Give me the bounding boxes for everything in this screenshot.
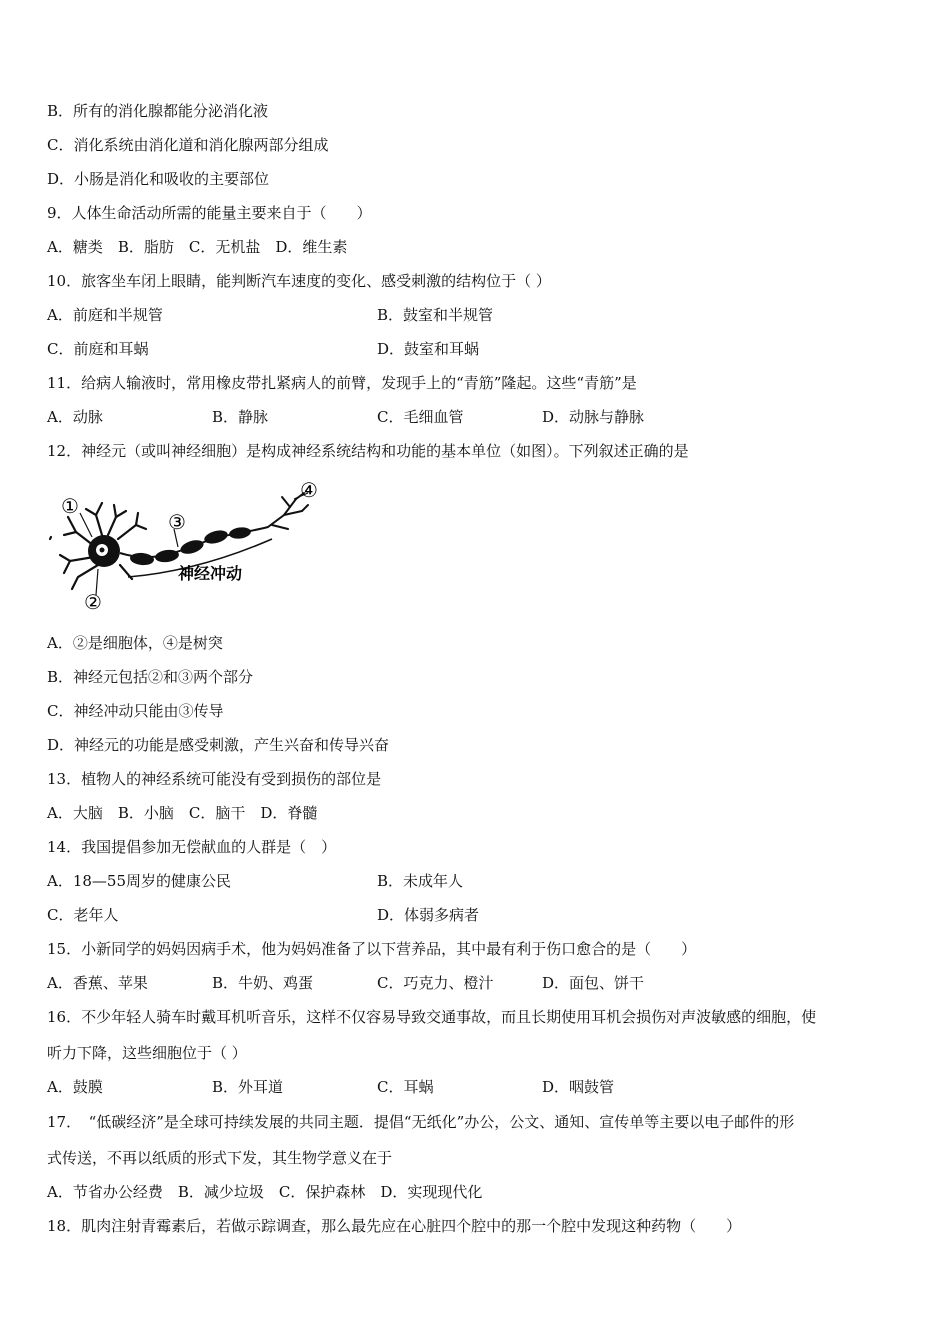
q10-stem: 10．旅客坐车闭上眼睛，能判断汽车速度的变化、感受刺激的结构位于（ ） bbox=[47, 272, 551, 290]
q12-option-d: D．神经元的功能是感受刺激，产生兴奋和传导兴奋 bbox=[47, 736, 390, 754]
q14-option-c: C．老年人 bbox=[47, 906, 119, 924]
q16-option-a: A．鼓膜 bbox=[47, 1078, 103, 1096]
q14-option-d: D．体弱多病者 bbox=[377, 906, 480, 924]
q10-option-a: A．前庭和半规管 bbox=[47, 306, 163, 324]
q8-option-d: D．小肠是消化和吸收的主要部位 bbox=[47, 170, 270, 188]
q12-stem: 12．神经元（或叫神经细胞）是构成神经系统结构和功能的基本单位（如图）。下列叙述正确的是 bbox=[47, 442, 689, 460]
q11-option-a: A．动脉 bbox=[47, 408, 103, 426]
figure-label-4: ④ bbox=[300, 478, 318, 502]
q10-option-c: C．前庭和耳蜗 bbox=[47, 340, 149, 358]
q12-option-b: B．神经元包括②和③两个部分 bbox=[47, 668, 254, 686]
q14-stem: 14．我国提倡参加无偿献血的人群是（ ） bbox=[47, 838, 337, 856]
q13-stem: 13．植物人的神经系统可能没有受到损伤的部位是 bbox=[47, 770, 382, 788]
q18-stem: 18．肌肉注射青霉素后，若做示踪调查，那么最先应在心脏四个腔中的那一个腔中发现这种药物（ ） bbox=[47, 1217, 742, 1235]
q16-stem-line2: 听力下降，这些细胞位于（ ） bbox=[47, 1044, 247, 1062]
figure-caption: 神经冲动 bbox=[178, 564, 243, 583]
q11-option-c: C．毛细血管 bbox=[377, 408, 464, 426]
q16-option-c: C．耳蜗 bbox=[377, 1078, 434, 1096]
q15-option-c: C．巧克力、橙汁 bbox=[377, 974, 494, 992]
q12-option-a: A．②是细胞体，④是树突 bbox=[47, 634, 223, 652]
q10-option-d: D．鼓室和耳蜗 bbox=[377, 340, 480, 358]
q15-option-a: A．香蕉、苹果 bbox=[47, 974, 148, 992]
q8-option-c: C．消化系统由消化道和消化腺两部分组成 bbox=[47, 136, 329, 154]
q10-option-b: B．鼓室和半规管 bbox=[377, 306, 494, 324]
q9-options: A．糖类 B．脂肪 C．无机盐 D．维生素 bbox=[47, 238, 348, 256]
neuron-figure bbox=[46, 477, 346, 617]
q11-option-d: D．动脉与静脉 bbox=[542, 408, 645, 426]
q17-stem-line2: 式传送，不再以纸质的形式下发，其生物学意义在于 bbox=[47, 1149, 393, 1167]
q9-stem: 9．人体生命活动所需的能量主要来自于（ ） bbox=[47, 204, 372, 222]
q15-stem: 15．小新同学的妈妈因病手术，他为妈妈准备了以下营养品，其中最有利于伤口愈合的是（ ） bbox=[47, 940, 697, 958]
q14-option-b: B．未成年人 bbox=[377, 872, 464, 890]
q8-option-b: B．所有的消化腺都能分泌消化液 bbox=[47, 102, 269, 120]
q16-option-d: D．咽鼓管 bbox=[542, 1078, 615, 1096]
q16-stem-line1: 16．不少年轻人骑车时戴耳机听音乐，这样不仅容易导致交通事故，而且长期使用耳机会损伤对声波敏感的细胞，使 bbox=[47, 1008, 817, 1026]
figure-label-2: ② bbox=[84, 590, 102, 614]
figure-label-1: ① bbox=[61, 494, 79, 518]
q15-option-b: B．牛奶、鸡蛋 bbox=[212, 974, 314, 992]
q11-stem: 11．给病人输液时，常用橡皮带扎紧病人的前臂，发现手上的“青筋”隆起。这些“青筋”是 bbox=[47, 374, 637, 392]
q11-option-b: B．静脉 bbox=[212, 408, 269, 426]
q13-options: A．大脑 B．小脑 C．脑干 D．脊髓 bbox=[47, 804, 318, 822]
q16-option-b: B．外耳道 bbox=[212, 1078, 284, 1096]
q17-stem-line1: 17． “低碳经济”是全球可持续发展的共同主题．提倡“无纸化”办公，公文、通知、宣传单等主要以电子邮件的形 bbox=[47, 1113, 795, 1131]
q14-option-a: A．18—55周岁的健康公民 bbox=[47, 872, 232, 890]
figure-label-3: ③ bbox=[168, 510, 186, 534]
q12-option-c: C．神经冲动只能由③传导 bbox=[47, 702, 224, 720]
q17-options: A．节省办公经费 B．减少垃圾 C．保护森林 D．实现现代化 bbox=[47, 1183, 483, 1201]
q15-option-d: D．面包、饼干 bbox=[542, 974, 645, 992]
